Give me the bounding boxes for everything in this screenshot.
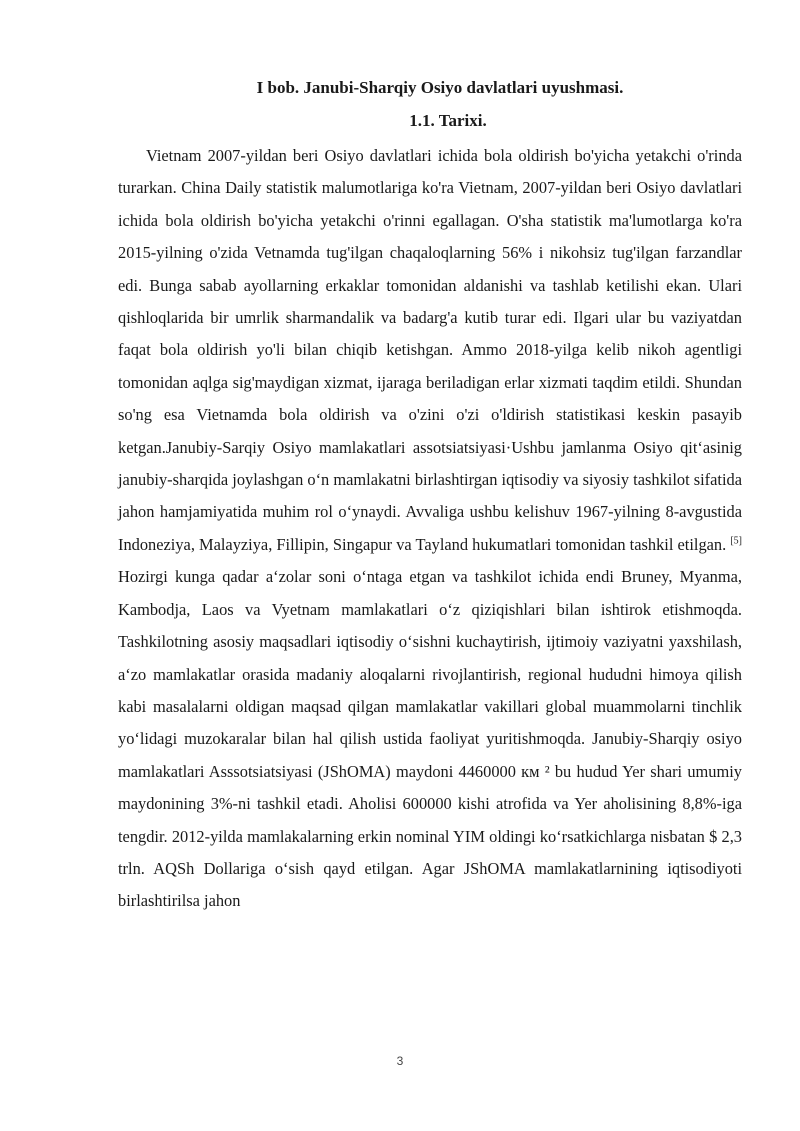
chapter-title: I bob. Janubi-Sharqiy Osiyo davlatlari uyushmasi. [256,78,624,97]
page-number: 3 [396,1054,404,1068]
section-title: 1.1. Tarixi. [409,111,487,130]
paragraph-part-2: Hozirgi kunga qadar a‘zolar soni o‘ntaga etgan va tashkilot ichida endi Bruney, Myanma, Kambodja, Laos va Vyetnam mamlakatlari o‘z qiziqishlari bilan ishtirok etishmoqda. Tashkilotning asosiy maqsadlari iqtisodiy o‘sishni kuchaytirish, ijtimoiy vaziyatni yaxshilash, a‘zo mamlakatlar orasida madaniy aloqalarni rivojlantirish, regional hududni himoya qilish kabi masalalarni oldigan maqsad qilgan mamlakatlar vakillari global muammolarni tinchlik yo‘lidagi muzokaralar bilan hal qilish ustida faoliyat yuritishmoqda. Janubiy-Sharqiy osiyo mamlakatlari Asssotsiatsiyasi (JShOMA) maydoni 4460000 км ² bu hudud Yer shari umumiy maydonining 3%-ni tashkil etadi. Aholisi 600000 kishi atrofida va Yer aholisining 8,8%-iga tengdir. 2012-yilda mamlakalarning erkin nominal YIM oldingi ko‘rsatkichlarga nisbatan $ 2,3 trln. AQSh Dollariga o‘sish qayd etilgan. Agar JShOMA mamlakatlarnining iqtisodiyoti birlashtirilsa jahon [118,567,742,911]
body-paragraph [118,140,742,918]
footnote-marker[interactable]: [5] [730,535,742,547]
paragraph-part-1: Vietnam 2007-yildan beri Osiyo davlatlari ichida bola oldirish bo'yicha yetakchi o'rinda turarkan. China Daily statistik malumotlariga ko'ra Vietnam, 2007-yildan beri Osiyo davlatlari ichida bola oldirish bo'yicha yetakchi o'rinni egallagan. O'sha statistik ma'lumotlarga ko'ra 2015-yilning o'zida Vetnamda tug'ilgan chaqaloqlarning 56% i nikohsiz tug'ilgan farzandlar edi. Bunga sabab ayollarning erkaklar tomonidan aldanishi va tashlab ketilishi ekan. Ulari qishloqlarida bir umrlik sharmandalik va badarg'a kutib turar edi. Ilgari ular bu vaziyatdan faqat bola oldirish yo'li bilan chiqib ketishgan. Ammo 2018-yilga kelib nikoh agentligi tomonidan aqlga sig'maydigan xizmat, ijaraga beriladigan erlar xizmati taqdim etildi. Shundan so'ng esa Vietnamda bola oldirish va o'zini o'zi o'ldirish statistikasi keskin pasayib ketgan.Janubiy-Sarqiy Osiyo mamlakatlari assotsiatsiyasi·Ushbu jamlanma Osiyo qit‘asinig janubiy-sharqida joylashgan o‘n mamlakatni birlashtirgan iqtisodiy va siyosiy tashkilot sifatida jahon hamjamiyatida muhim rol o‘ynaydi. Avvaliga ushbu kelishuv 1967-yilning 8-avgustida Indoneziya, Malayziya, Fillipin, Singapur va Tayland hukumatlari tomonidan tashkil etilgan. [118,146,742,554]
